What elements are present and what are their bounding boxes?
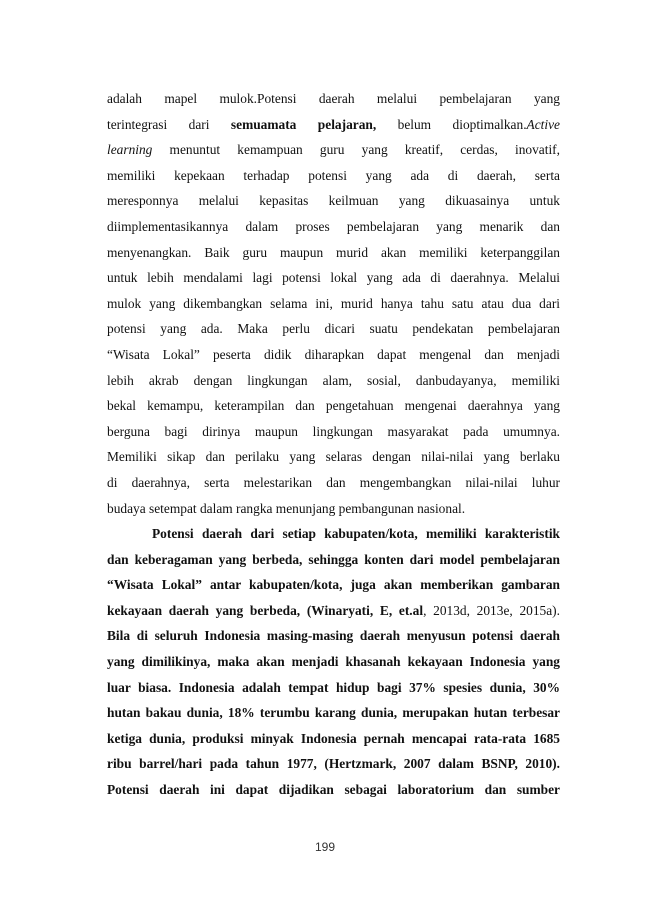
text-line: berguna bagi dirinya maupun lingkungan masyarakat pada umumnya. xyxy=(107,423,560,439)
text-line: ribu barrel/hari pada tahun 1977, (Hertzmark, 2007 dalam BSNP, 2010). xyxy=(107,756,560,772)
text-line: hutan bakau dunia, 18% terumbu karang dunia, merupakan hutan terbesar xyxy=(107,705,560,721)
text-line: learning menuntut kemampuan guru yang kreatif, cerdas, inovatif, xyxy=(107,142,560,158)
page-number: 199 xyxy=(314,840,336,854)
text-line: Memiliki sikap dan perilaku yang selaras dengan nilai-nilai yang berlaku xyxy=(107,449,560,465)
text-line: di daerahnya, serta melestarikan dan mengembangkan nilai-nilai luhur xyxy=(107,474,560,490)
text-line: untuk lebih mendalami lagi potensi lokal yang ada di daerahnya. Melalui xyxy=(107,270,560,286)
text-line: bekal kemampu, keterampilan dan pengetahuan mengenai daerahnya yang xyxy=(107,398,560,414)
text-line: “Wisata Lokal” peserta didik diharapkan dapat mengenal dan menjadi xyxy=(107,346,560,362)
text-line: menyenangkan. Baik guru maupun murid akan memiliki keterpanggilan xyxy=(107,244,560,260)
text-line: lebih akrab dengan lingkungan alam, sosial, danbudayanya, memiliki xyxy=(107,372,560,388)
text-line: adalah mapel mulok.Potensi daerah melalui pembelajaran yang xyxy=(107,91,560,106)
text-line: ketiga dunia, produksi minyak Indonesia pernah mencapai rata-rata 1685 xyxy=(107,730,560,746)
text-line: dan keberagaman yang berbeda, sehingga konten dari model pembelajaran xyxy=(107,551,560,567)
text-line: Potensi daerah ini dapat dijadikan sebagai laboratorium dan sumber xyxy=(107,782,560,798)
text-line: Bila di seluruh Indonesia masing-masing daerah menyusun potensi daerah xyxy=(107,628,560,644)
text-line: meresponnya melalui kepasitas keilmuan yang dikuasainya untuk xyxy=(107,193,560,209)
text-line: yang dimilikinya, maka akan menjadi khasanah kekayaan Indonesia yang xyxy=(107,654,560,670)
text-line: potensi yang ada. Maka perlu dicari suatu pendekatan pembelajaran xyxy=(107,321,560,337)
text-line: diimplementasikannya dalam proses pembelajaran yang menarik dan xyxy=(107,218,560,234)
text-line: luar biasa. Indonesia adalah tempat hidup bagi 37% spesies dunia, 30% xyxy=(107,679,560,695)
text-line: memiliki kepekaan terhadap potensi yang ada di daerah, serta xyxy=(107,167,560,183)
text-line: Potensi daerah dari setiap kabupaten/kota, memiliki karakteristik xyxy=(152,526,560,542)
text-line: terintegrasi dari semuamata pelajaran, belum dioptimalkan.Active xyxy=(107,116,560,132)
text-line: kekayaan daerah yang berbeda, (Winaryati, E, et.al, 2013d, 2013e, 2015a). xyxy=(107,602,560,618)
body-text xyxy=(107,86,560,803)
text-line: “Wisata Lokal” antar kabupaten/kota, juga akan memberikan gambaran xyxy=(107,577,560,593)
text-line: budaya setempat dalam rangka menunjang pembangunan nasional. xyxy=(107,500,466,516)
text-line: mulok yang dikembangkan selama ini, murid hanya tahu satu atau dua dari xyxy=(107,295,560,311)
